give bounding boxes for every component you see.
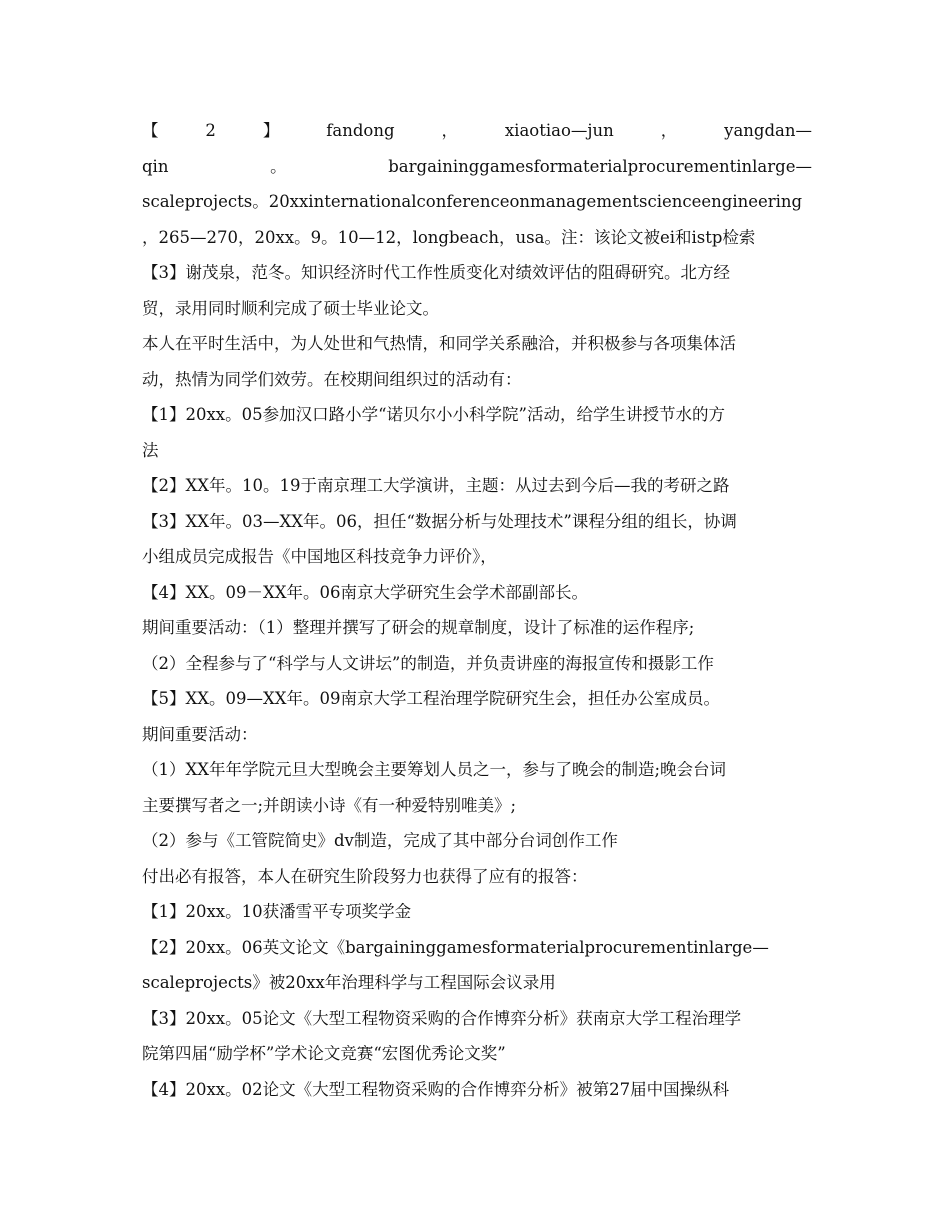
ref2-token: 2: [205, 121, 216, 140]
ref2-token: xiaotiao—jun: [504, 121, 614, 140]
activity-1-line1: 【1】20xx。05参加汉口路小学“诺贝尔小小科学院”活动，给学生讲授节水的方: [142, 405, 725, 424]
award-2-line1: 【2】20xx。06英文论文《bargaininggamesformaterialprocurementinlarge—: [142, 937, 769, 957]
document-body: [142, 113, 812, 1107]
activity-5: 【5】XX。09—XX年。09南京大学工程治理学院研究生会，担任办公室成员。: [142, 689, 720, 708]
ref2-token: fandong: [326, 121, 395, 140]
award-1: 【1】20xx。10获潘雪平专项奖学金: [142, 902, 412, 921]
activity-4-detail1: 期间重要活动：（1）整理并撰写了研会的规章制度，设计了标准的运作程序;: [142, 618, 695, 637]
ref2-token: ，: [660, 121, 678, 140]
activities-intro-line2: 动，热情为同学们效劳。在校期间组织过的活动有：: [142, 369, 522, 389]
ref3-line1: 【3】谢茂泉，范冬。知识经济时代工作性质变化对绩效评估的阻碍研究。北方经: [142, 263, 730, 282]
ref2-token: bargaininggamesformaterialprocurementinlarge—: [388, 156, 812, 176]
ref2-token: 】: [262, 121, 280, 140]
ref2-token: 。: [270, 156, 287, 176]
ref3-line2: 贸，录用同时顺利完成了硕士毕业论文。: [142, 298, 439, 318]
activity-5-detail2: （2）参与《工管院简史》dv制造，完成了其中部分台词创作工作: [142, 831, 618, 850]
ref2-token: ，: [441, 121, 458, 140]
award-3-line2: 院第四届“励学杯”学术论文竞赛“宏图优秀论文奖”: [142, 1044, 506, 1063]
activity-5-detail1-line2: 主要撰写者之一;并朗读小诗《有一种爱特别唯美》;: [142, 795, 517, 815]
award-3-line1: 【3】20xx。05论文《大型工程物资采购的合作博弈分析》获南京大学工程治理学: [142, 1008, 742, 1028]
ref2-token: 【: [142, 121, 159, 140]
activity-5-heading: 期间重要活动：: [142, 724, 258, 744]
ref2-line1: [142, 113, 812, 149]
ref2-line2: [142, 149, 812, 185]
award-2-line2: scaleprojects》被20xx年治理科学与工程国际会议录用: [142, 973, 556, 992]
activity-5-detail1-line1: （1）XX年年学院元旦大型晚会主要筹划人员之一，参与了晚会的制造;晚会台词: [142, 760, 727, 779]
awards-intro: 付出必有报答，本人在研究生阶段努力也获得了应有的报答：: [142, 866, 588, 886]
ref2-token: qin: [142, 156, 169, 176]
award-4-line1: 【4】20xx。02论文《大型工程物资采购的合作博弈分析》被第27届中国操纵科: [142, 1079, 730, 1099]
activities-intro-line1: 本人在平时生活中，为人处世和气热情，和同学关系融洽，并积极参与各项集体活: [142, 334, 736, 353]
activity-1-line2: 法: [142, 440, 159, 460]
activity-4: 【4】XX。09－XX年。06南京大学研究生会学术部副部长。: [142, 582, 588, 602]
ref2-line4: ，265—270，20xx。9。10—12，longbeach，usa。注：该论文被ei和istp检索: [142, 227, 756, 247]
ref2-line3: scaleprojects。20xxinternationalconferenceonmanagementscienceengineering: [142, 192, 803, 211]
activity-3-line2: 小组成员完成报告《中国地区科技竞争力评价》，: [142, 547, 497, 566]
ref2-token: yangdan—: [724, 121, 812, 140]
activity-3-line1: 【3】XX年。03—XX年。06，担任“数据分析与处理技术”课程分组的组长，协调: [142, 511, 737, 531]
activity-4-detail2: （2）全程参与了“科学与人文讲坛”的制造，并负责讲座的海报宣传和摄影工作: [142, 653, 714, 673]
activity-2: 【2】XX年。10。19于南京理工大学演讲，主题：从过去到今后—我的考研之路: [142, 476, 730, 495]
